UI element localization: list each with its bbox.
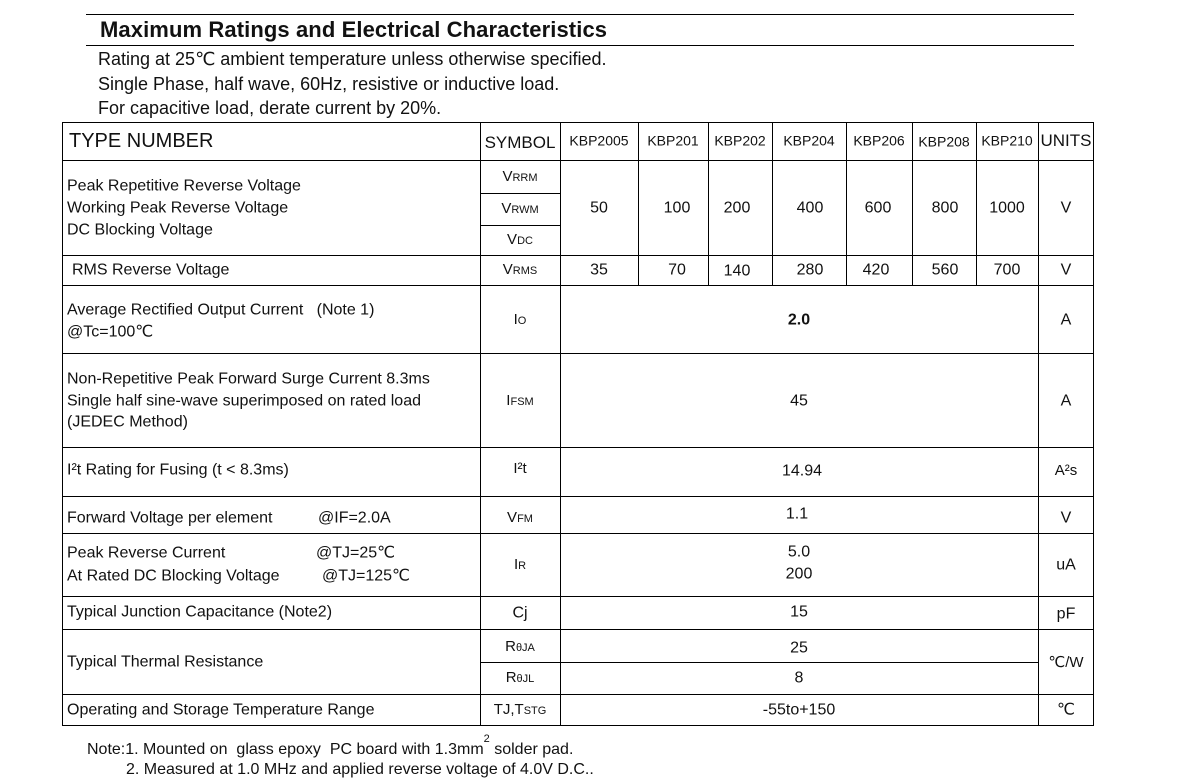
table-border-left [62,122,63,726]
symbol-vrwm: VRWM [501,200,539,217]
symbol-tj-tstg: TJ,TSTG [493,701,547,718]
ifsm-unit: A [1060,392,1072,410]
title-rule [86,45,1074,46]
io-label-1: Average Rectified Output Current (Note 1) [67,301,375,319]
i2t-label: I²t Rating for Fusing (t < 8.3ms) [67,461,289,479]
top-rule [86,14,1074,15]
temp-label: Operating and Storage Temperature Range [67,701,375,719]
rms-value: 700 [993,261,1021,279]
voltage-value: 200 [723,199,751,217]
ifsm-value: 45 [790,392,808,410]
ir-value-2: 200 [785,565,813,583]
symbol-vrms: VRMS [502,261,538,278]
intro-line-1: Rating at 25℃ ambient temperature unless otherwise specified. [98,49,607,69]
row-divider [62,285,1094,286]
thermal-unit: ℃/W [1048,654,1084,671]
row-divider [62,496,1094,497]
row-divider [62,596,1094,597]
voltage-value: 50 [590,199,608,217]
row-divider [62,353,1094,354]
row-divider [62,694,1094,695]
intro-line-2: Single Phase, half wave, 60Hz, resistive or inductive load. [98,74,560,94]
symbol-ir: IR [513,556,527,573]
symbol-rthja: RθJA [505,638,535,655]
rms-value: 70 [668,261,686,279]
header-model-kbp201: KBP201 [647,132,699,149]
col-divider [846,122,847,285]
header-model-kbp208: KBP208 [918,133,970,150]
voltage-label-1: Peak Repetitive Reverse Voltage [67,177,301,195]
rms-value: 280 [796,261,824,279]
rms-value: 420 [862,261,890,279]
thermal-subdivider [480,662,1038,663]
ir-unit: uA [1056,556,1076,574]
vfm-label: Forward Voltage per element [67,509,273,527]
symbol-rthjl: RθJL [505,669,535,686]
symbol-subdivider [480,225,560,226]
thermal-value-jl: 8 [794,669,804,687]
ir-condition-1: @TJ=25℃ [316,544,396,562]
ir-label-2: At Rated DC Blocking Voltage [67,567,280,585]
rms-value: 35 [590,261,608,279]
page-title: Maximum Ratings and Electrical Characteristics [100,17,608,42]
io-label-2: @Tc=100℃ [67,323,154,341]
rms-value: 560 [931,261,959,279]
voltage-value: 400 [796,199,824,217]
note-2: 2. Measured at 1.0 MHz and applied reverse voltage of 4.0V D.C.. [126,761,594,778]
ir-label-1: Peak Reverse Current [67,544,226,562]
ifsm-label-2: Single half sine-wave superimposed on rated load [67,392,421,410]
symbol-io: IO [513,311,527,328]
voltage-unit: V [1060,199,1072,217]
row-divider [62,533,1094,534]
col-divider [480,122,481,726]
symbol-vdc: VDC [507,231,533,248]
header-model-kbp202: KBP202 [714,132,766,149]
cj-unit: pF [1056,605,1076,623]
col-divider [708,122,709,285]
table-border-right [1093,122,1094,726]
symbol-subdivider [480,193,560,194]
io-value: 2.0 [787,311,811,329]
cj-label: Typical Junction Capacitance (Note2) [67,603,333,621]
col-divider [912,122,913,285]
symbol-ifsm: IFSM [506,392,534,409]
col-divider [560,122,561,726]
table-border-bottom [62,725,1094,726]
voltage-value: 600 [864,199,892,217]
symbol-cj: Cj [512,604,528,622]
header-model-kbp206: KBP206 [853,132,905,149]
temp-unit: ℃ [1057,701,1075,719]
symbol-vrrm: VRRM [502,168,538,185]
i2t-unit: A²s [1054,462,1078,479]
voltage-value: 1000 [989,199,1025,217]
col-divider [772,122,773,285]
row-divider [62,629,1094,630]
voltage-label-3: DC Blocking Voltage [67,221,213,239]
voltage-label-2: Working Peak Reverse Voltage [67,199,289,217]
row-divider [62,447,1094,448]
col-divider [1038,122,1039,726]
ratings-table [62,122,1094,726]
temp-value: -55to+150 [762,701,836,719]
rms-unit: V [1060,261,1072,279]
table-border-top [62,122,1094,123]
cj-value: 15 [790,603,808,621]
rms-value: 140 [723,262,751,280]
header-model-kbp2005: KBP2005 [569,132,629,149]
i2t-value: 14.94 [781,462,823,480]
row-divider [62,255,1094,256]
header-units: UNITS [1040,130,1092,150]
header-model-kbp210: KBP210 [981,132,1033,149]
symbol-vfm: VFM [507,509,533,526]
ifsm-label-3: (JEDEC Method) [67,413,188,431]
thermal-label: Typical Thermal Resistance [67,653,264,671]
ir-condition-2: @TJ=125℃ [322,567,411,585]
header-symbol: SYMBOL [484,132,556,152]
header-model-kbp204: KBP204 [783,132,835,149]
vfm-condition: @IF=2.0A [318,509,391,527]
symbol-i2t: I²t [513,460,527,477]
io-unit: A [1060,311,1072,329]
col-divider [638,122,639,285]
ifsm-label-1: Non-Repetitive Peak Forward Surge Current 8.3ms [67,370,430,388]
col-divider [976,122,977,285]
vfm-unit: V [1060,509,1072,527]
ir-value-1: 5.0 [787,543,811,561]
rms-label: RMS Reverse Voltage [72,261,230,279]
voltage-value: 100 [663,199,691,217]
header-type-number: TYPE NUMBER [69,130,214,152]
voltage-value: 800 [931,199,959,217]
note-1: Note:1. Mounted on glass epoxy PC board with $1.3mm^2$ solder pad. [87,733,574,758]
intro-line-3: For capacitive load, derate current by 20%. [98,98,442,118]
thermal-value-ja: 25 [790,639,808,657]
vfm-value: 1.1 [785,505,809,523]
row-divider [62,160,1094,161]
